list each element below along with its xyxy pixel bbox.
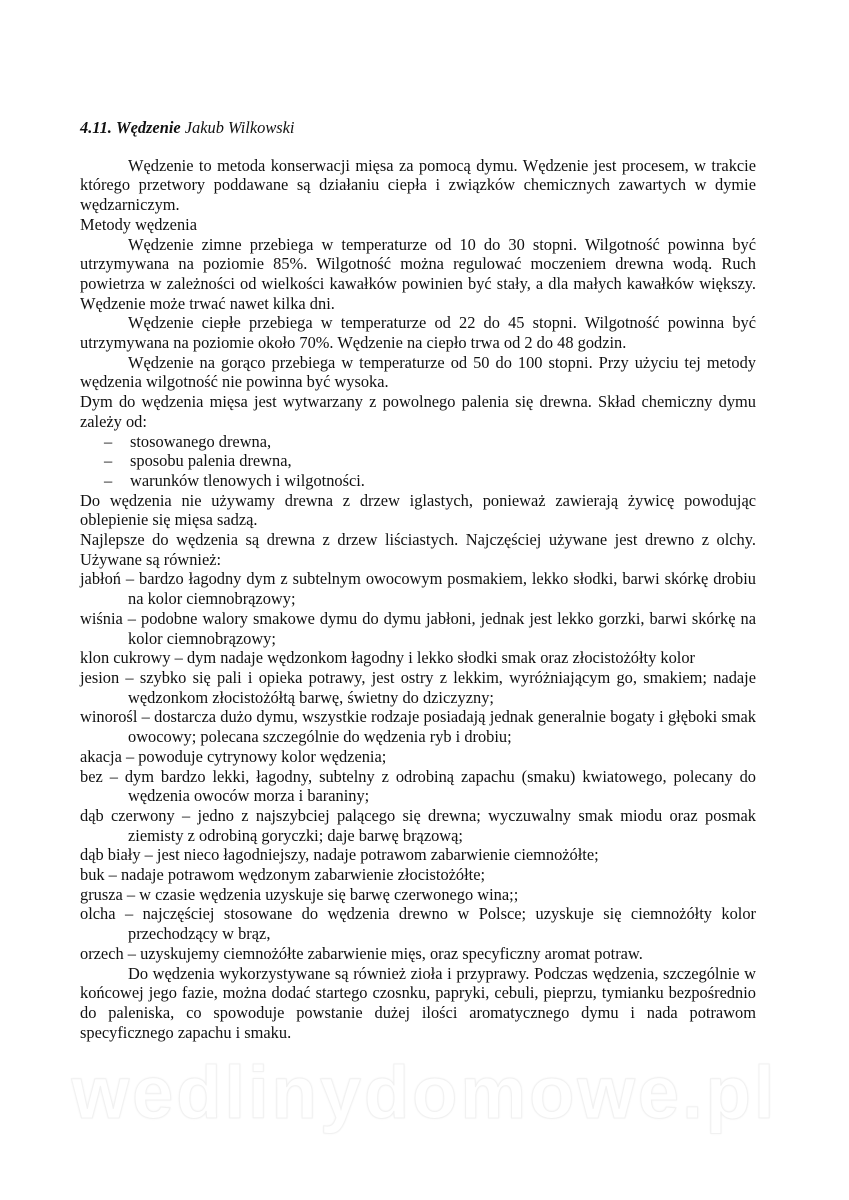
best-wood-paragraph: Najlepsze do wędzenia są drewna z drzew liściastych. Najczęściej używane jest drewno z olchy. Używane są również: bbox=[80, 530, 756, 569]
wood-entry-vine: winorośl – dostarcza dużo dymu, wszystkie rodzaje posiadają jednak generalnie bogaty i głęboki smak owocowy; polecana szczególnie do wędzenia ryb i drobiu; bbox=[80, 707, 756, 747]
wood-entry-elder: bez – dym bardzo lekki, łagodny, subtelny z odrobiną zapachu (smaku) kwiatowego, polecany do wędzenia owoców morza i baraniny; bbox=[80, 766, 756, 806]
wood-entry-cherry: wiśnia – podobne walory smakowe dymu do dymu jabłoni, jednak jest lekko gorzki, barwi skórkę na kolor ciemnobrązowy; bbox=[80, 608, 756, 648]
conifers-paragraph: Do wędzenia nie używamy drewna z drzew iglastych, ponieważ zawierają żywicę powodując oblepienie się mięsa sadzą. bbox=[80, 490, 756, 530]
list-item-text: warunków tlenowych i wilgotności. bbox=[130, 470, 365, 490]
wood-entry-apple: jabłoń – bardzo łagodny dym z subtelnym owocowym posmakiem, lekko słodki, barwi skórkę drobiu na kolor ciemnobrązowy; bbox=[80, 569, 756, 609]
list-item-text: sposobu palenia drewna, bbox=[130, 451, 292, 471]
smoke-intro-paragraph: Dym do wędzenia mięsa jest wytwarzany z powolnego palenia się drewna. Skład chemiczny dymu zależy od: bbox=[80, 392, 756, 431]
wood-entry-beech: buk – nadaje potrawom wędzonym zabarwienie złocistożółte; bbox=[80, 865, 486, 885]
methods-heading: Metody wędzenia bbox=[80, 214, 197, 234]
cold-smoking-paragraph: Wędzenie zimne przebiega w temperaturze od 10 do 30 stopni. Wilgotność powinna być utrzymywana na poziomie 85%. Wilgotność można regulować moczeniem drewna wodą. Ruch powietrza w zależności od wielkości kawałków powinien być stały, a dla małych kawałków większy. Wędzenie może trwać nawet kilka dni. bbox=[80, 234, 756, 313]
section-title: Wędzenie bbox=[116, 118, 181, 137]
wood-entry-alder: olcha – najczęściej stosowane do wędzenia drewno w Polsce; uzyskuje się ciemnożółty kolor przechodzący w brąz, bbox=[80, 904, 756, 944]
bullet-dash: – bbox=[104, 451, 113, 471]
bullet-dash: – bbox=[104, 431, 113, 451]
document-page bbox=[80, 118, 756, 1042]
wood-entry-ash: jesion – szybko się pali i opieka potrawy, jest ostry z lekkim, wyróżniającym go, smakiem; nadaje wędzonkom złocistożółtą barwę, świetny do dziczyzny; bbox=[80, 667, 756, 707]
section-heading bbox=[80, 118, 756, 138]
warm-smoking-paragraph: Wędzenie ciepłe przebiega w temperaturze od 22 do 45 stopni. Wilgotność powinna być utrzymywana na poziomie około 70%. Wędzenie na ciepło trwa od 2 do 48 godzin. bbox=[80, 313, 756, 353]
wood-entry-walnut: orzech – uzyskujemy ciemnożółte zabarwienie mięs, oraz specyficzny aromat potraw. bbox=[80, 943, 643, 963]
wood-entry-acacia: akacja – powoduje cytrynowy kolor wędzenia; bbox=[80, 746, 387, 766]
section-author: Jakub Wilkowski bbox=[184, 118, 295, 137]
bullet-dash: – bbox=[104, 470, 113, 490]
wood-entry-sugar-maple: klon cukrowy – dym nadaje wędzonkom łagodny i lekko słodki smak oraz złocistożółty kolor bbox=[80, 648, 695, 668]
wood-entry-white-oak: dąb biały – jest nieco łagodniejszy, nadaje potrawom zabarwienie ciemnożółte; bbox=[80, 845, 599, 865]
list-item bbox=[80, 471, 756, 491]
smoke-factors-list bbox=[80, 432, 756, 491]
watermark: wedlinydomowe.pl bbox=[71, 1051, 778, 1134]
closing-paragraph: Do wędzenia wykorzystywane są również zioła i przyprawy. Podczas wędzenia, szczególnie w końcowej jego fazie, można dodać startego czosnku, papryki, cebuli, pieprzu, tymianku bezpośrednio do paleniska, co spowoduje powstanie dużej ilości aromatycznego dymu i nada potrawom specyficznego zapachu i smaku. bbox=[80, 963, 756, 1042]
hot-smoking-paragraph: Wędzenie na gorąco przebiega w temperaturze od 50 do 100 stopni. Przy użyciu tej metody wędzenia wilgotność nie powinna być wysoka. bbox=[80, 352, 756, 392]
list-item bbox=[80, 432, 756, 452]
wood-entry-red-oak: dąb czerwony – jedno z najszybciej palącego się drewna; wyczuwalny smak miodu oraz posmak ziemisty z odrobiną goryczki; daje barwę brązową; bbox=[80, 805, 756, 845]
section-number: 4.11. bbox=[80, 118, 112, 137]
wood-types-list bbox=[80, 569, 756, 963]
intro-paragraph: Wędzenie to metoda konserwacji mięsa za pomocą dymu. Wędzenie jest procesem, w trakcie którego przetwory poddawane są działaniu ciepła i związków chemicznych zawartych w dymie wędzarniczym. bbox=[80, 155, 756, 215]
wood-entry-pear: grusza – w czasie wędzenia uzyskuje się barwę czerwonego wina;; bbox=[80, 884, 519, 904]
list-item-text: stosowanego drewna, bbox=[130, 431, 272, 451]
list-item bbox=[80, 451, 756, 471]
